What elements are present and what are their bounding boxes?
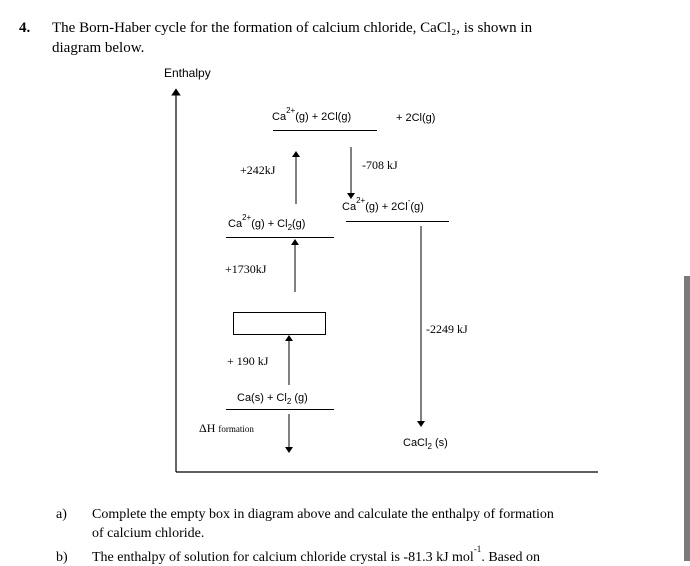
value-242: +242kJ — [240, 163, 276, 177]
label-elements: $Ca(s) + Cl_2$ (g) — [237, 392, 308, 407]
question-text-line2: diagram below. — [52, 40, 145, 56]
value-1730: +1730kJ — [225, 262, 267, 276]
level-line-mid — [226, 237, 334, 238]
label-top-left: $Ca^{2+}(g) + 2Cl(g)$ — [272, 106, 352, 123]
question-number: 4. — [19, 20, 31, 36]
label-ions: $Ca^{2+}(g) + 2Cl^-(g)$ — [342, 196, 424, 213]
label-top-right: + 2Cl(g) — [396, 112, 436, 124]
question-text-line1: The Born-Haber cycle for the formation of calcium chloride, CaCl₂, is shown in — [52, 20, 533, 36]
part-a-line2: of calcium chloride. — [92, 526, 205, 541]
value-708: -708 kJ — [362, 158, 398, 172]
y-axis-label: Enthalpy — [164, 66, 211, 80]
value-2249: -2249 kJ — [426, 322, 468, 336]
label-product: CaCl$_2$ (s) — [403, 437, 448, 452]
level-line-ions — [346, 221, 449, 222]
label-mid: $Ca^{2+}(g) + Cl_2(g)$ — [228, 213, 306, 233]
value-190: + 190 kJ — [227, 354, 269, 368]
scrollbar[interactable] — [684, 276, 690, 561]
part-a-label: a) — [56, 507, 67, 522]
empty-answer-box[interactable] — [233, 312, 326, 335]
part-b-label: b) — [56, 550, 68, 565]
level-line-top — [273, 130, 377, 131]
delta-h-formation: ΔH formation — [199, 421, 254, 435]
part-a-line1: Complete the empty box in diagram above and calculate the enthalpy of formation — [92, 507, 554, 522]
level-line-elements — [226, 409, 334, 410]
part-b-line1: The enthalpy of solution for calcium chloride crystal is -81.3 kJ mol$^{-1}$. Based on — [92, 544, 541, 565]
